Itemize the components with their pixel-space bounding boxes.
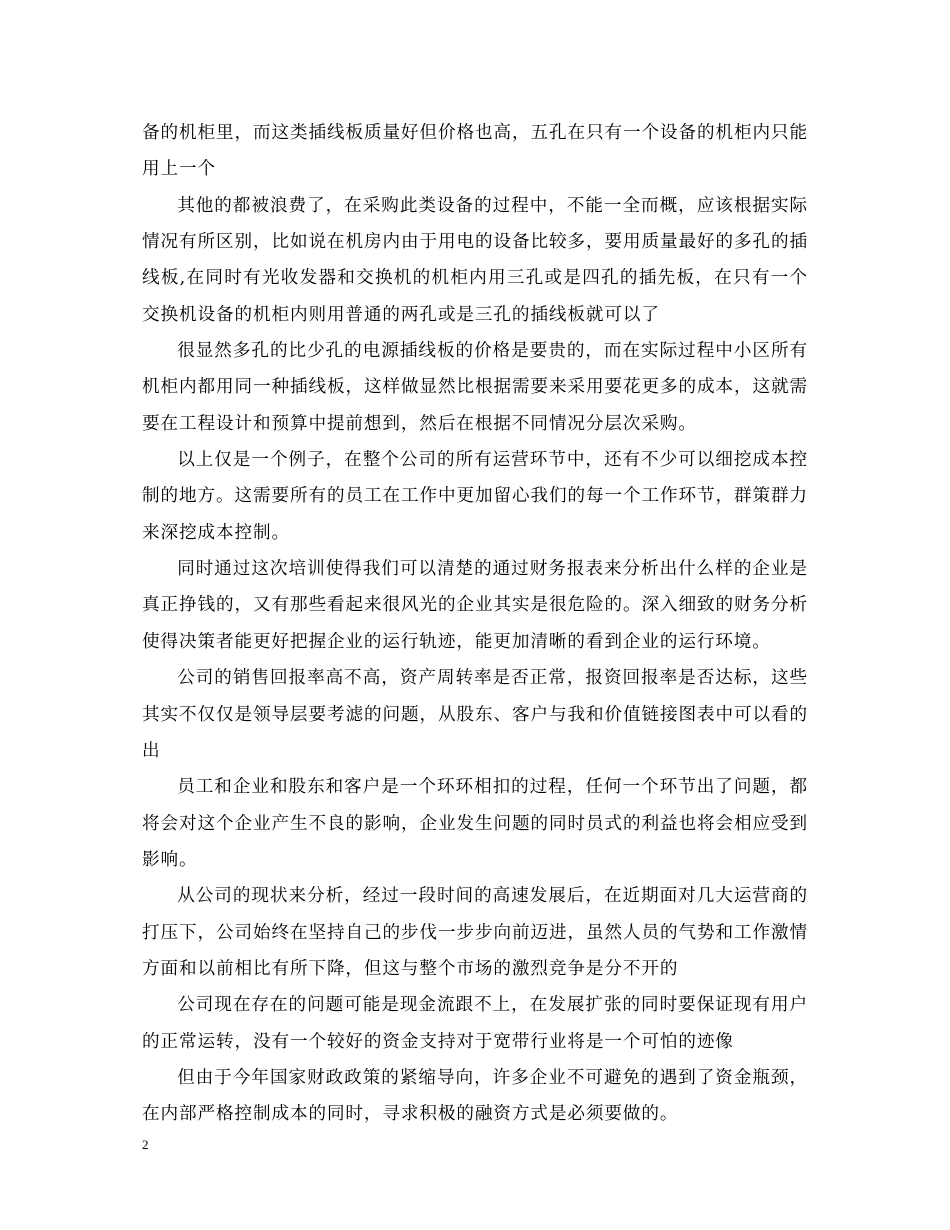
paragraph: 但由于今年国家财政政策的紧缩导向，许多企业不可避免的遇到了资金瓶颈，在内部严格控制成本的同时，寻求积极的融资方式是必须要做的。 [142, 1067, 808, 1125]
paragraph: 公司的销售回报率高不高，资产周转率是否正常，报资回报率是否达标，这些其实不仅仅是领导层要考滤的问题，从股东、客户与我和价值链接图表中可以看的出 [142, 668, 808, 761]
paragraph: 员工和企业和股东和客户是一个环环相扣的过程，任何一个环节出了问题，都将会对这个企业产生不良的影响，企业发生问题的同时员式的利益也将会相应受到影响。 [142, 777, 808, 870]
paragraph: 同时通过这次培训使得我们可以清楚的通过财务报表来分析出什么样的企业是真正挣钱的，又有那些看起来很风光的企业其实是很危险的。深入细致的财务分析使得决策者能更好把握企业的运行轨迹，能更加清晰的看到企业的运行环境。 [142, 559, 808, 652]
paragraph: 公司现在存在的问题可能是现金流跟不上，在发展扩张的同时要保证现有用户的正常运转，没有一个较好的资金支持对于宽带行业将是一个可怕的迹像 [142, 995, 808, 1052]
paragraph: 从公司的现状来分析，经过一段时间的高速发展后，在近期面对几大运营商的打压下，公司始终在坚持自己的步伐一步步向前迈进，虽然人员的气势和工作激情方面和以前相比有所下降，但这与整个市场的激烈竞争是分不开的 [142, 886, 808, 979]
paragraph: 以上仅是一个例子，在整个公司的所有运营环节中，还有不少可以细挖成本控制的地方。这需要所有的员工在工作中更加留心我们的每一个工作环节，群策群力来深挖成本控制。 [142, 450, 808, 543]
paragraph: 很显然多孔的比少孔的电源插线板的价格是要贵的，而在实际过程中小区所有机柜内都用同一种插线板，这样做显然比根据需要来采用要花更多的成本，这就需要在工程设计和预算中提前想到，然后在根据不同情况分层次采购。 [142, 341, 808, 434]
paragraph-continued: 备的机柜里，而这类插线板质量好但价格也高，五孔在只有一个设备的机柜内只能用上一个 [142, 123, 808, 180]
document-body [142, 115, 808, 1133]
paragraph: 其他的都被浪费了，在采购此类设备的过程中，不能一全而概，应该根据实际情况有所区别，比如说在机房内由于用电的设备比较多，要用质量最好的多孔的插线板,在同时有光收发器和交换机的机柜内用三孔或是四孔的插先板，在只有一个交换机设备的机柜内则用普通的两孔或是三孔的插线板就可以了 [142, 195, 808, 325]
page-number: 2 [142, 1137, 149, 1152]
